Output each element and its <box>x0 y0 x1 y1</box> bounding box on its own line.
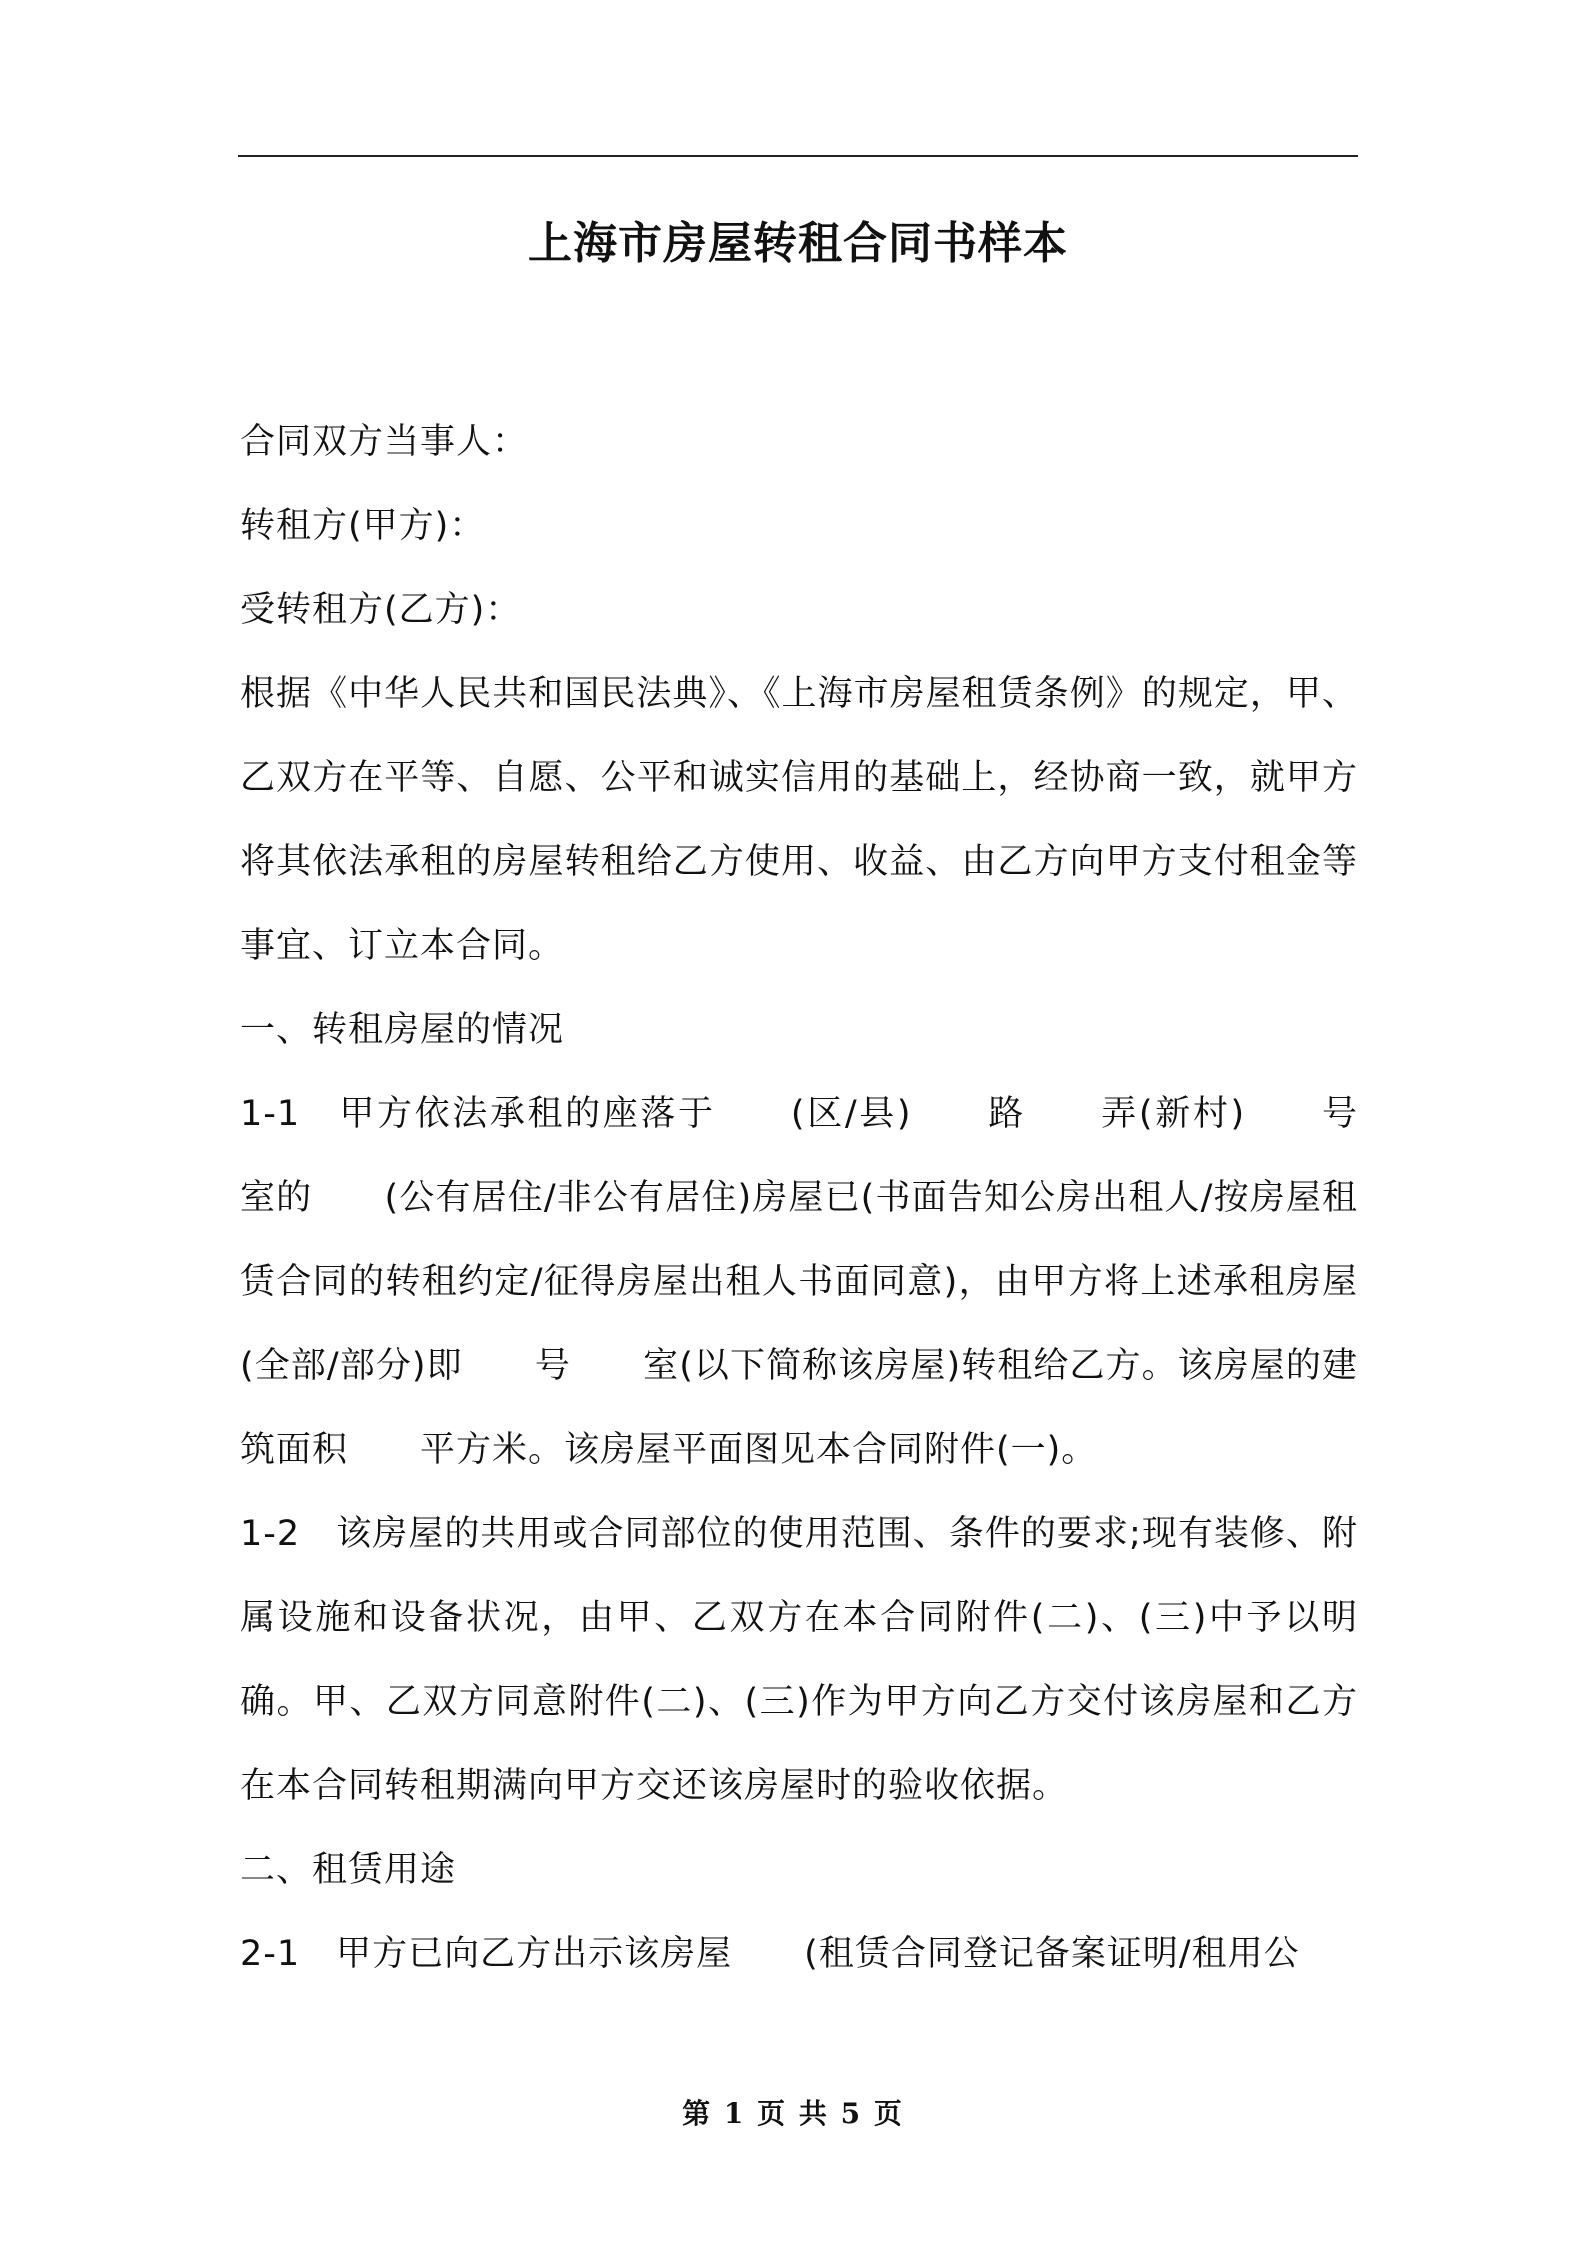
section-heading-2: 二、租赁用途 <box>240 1850 457 1890</box>
page-footer <box>0 2092 1586 2132</box>
paragraph-party-a: 转租方(甲方)： <box>240 506 486 546</box>
paragraph-parties: 合同双方当事人： <box>240 422 529 462</box>
document-body <box>240 400 1431 1996</box>
clause-1-2: 1-2 该房屋的共用或合同部位的使用范围、条件的要求;现有装修、附属设施和设备状况，由甲、乙双方在本合同附件(二)、(三)中予以明确。甲、乙双方同意附件(二)、(三)作为甲方向乙方交付该房屋和乙方在本合同转租期满向甲方交还该房屋时的验收依据。 <box>240 1514 1358 1806</box>
section-heading-1: 一、转租房屋的情况 <box>240 1010 565 1050</box>
clause-2-1: 2-1 甲方已向乙方出示该房屋 (租赁合同登记备案证明/租用公 <box>240 1934 1300 1974</box>
page-number-label: 第 1 页 共 5 页 <box>682 2097 904 2130</box>
paragraph-party-b: 受转租方(乙方)： <box>240 590 522 630</box>
document-title: 上海市房屋转租合同书样本 <box>528 218 1068 269</box>
header-rule <box>238 155 1358 157</box>
clause-1-1: 1-1 甲方依法承租的座落于 (区/县) 路 弄(新村) 号 室的 (公有居住/非公有居住)房屋已(书面告知公房出租人/按房屋租赁合同的转租约定/征得房屋出租人书面同意)，由甲方将上述承租房屋 (全部/部分)即 号 室(以下简称该房屋)转租给乙方。该房屋的建筑面积 平方米。该房屋平面图见本合同附件(一)。 <box>240 1094 1431 1470</box>
paragraph-preamble: 根据《中华人民共和国民法典》、《上海市房屋租赁条例》的规定，甲、乙双方在平等、自愿、公平和诚实信用的基础上，经协商一致，就甲方将其依法承租的房屋转租给乙方使用、收益、由乙方向甲方支付租金等事宜、订立本合同。 <box>240 674 1358 966</box>
